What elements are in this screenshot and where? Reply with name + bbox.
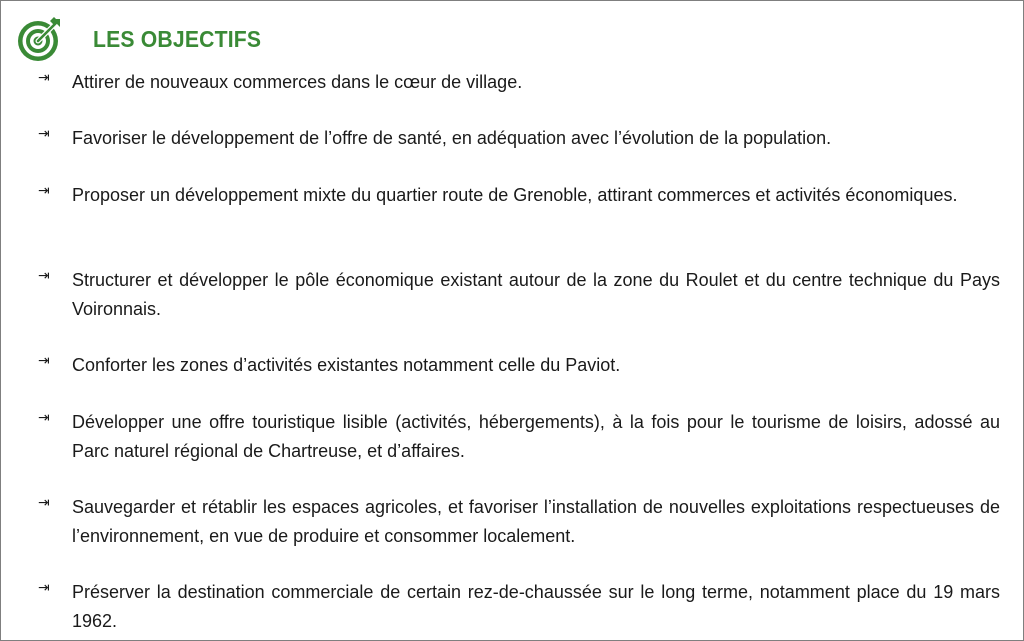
tab-arrow-icon: ⇥ xyxy=(38,495,50,511)
objective-text[interactable]: Développer une offre touristique lisible (activités, hébergements), à la fois pour le tourisme de loisirs, adossé au Parc naturel régional de Chartreuse, et d’affaires. xyxy=(72,412,1000,461)
page-title: LES OBJECTIFS xyxy=(93,25,262,52)
objective-text[interactable]: Favoriser le développement de l’offre de santé, en adéquation avec l’évolution de la population. xyxy=(72,128,832,148)
tab-arrow-icon: ⇥ xyxy=(38,268,50,284)
tab-arrow-icon: ⇥ xyxy=(38,70,50,86)
objective-text[interactable]: Proposer un développement mixte du quartier route de Grenoble, attirant commerces et activités économiques. xyxy=(72,185,958,205)
objective-text[interactable]: Sauvegarder et rétablir les espaces agricoles, et favoriser l’installation de nouvelles exploitations respectueuses de l’environnement, en vue de produire et consommer localement. xyxy=(72,497,1000,546)
tab-arrow-icon: ⇥ xyxy=(38,410,50,426)
tab-arrow-icon: ⇥ xyxy=(38,580,50,596)
tab-arrow-icon: ⇥ xyxy=(38,353,50,369)
target-icon xyxy=(16,15,64,63)
objective-text[interactable]: Structurer et développer le pôle économique existant autour de la zone du Roulet et du centre technique du Pays Voironnais. xyxy=(72,270,1000,319)
objective-text[interactable]: Conforter les zones d’activités existantes notamment celle du Paviot. xyxy=(72,355,621,375)
objective-text[interactable]: Préserver la destination commerciale de certain rez-de-chaussée sur le long terme, notamment place du 19 mars 1962. xyxy=(72,582,1000,631)
tab-arrow-icon: ⇥ xyxy=(38,183,50,199)
objective-text[interactable]: Attirer de nouveaux commerces dans le cœur de village. xyxy=(72,72,523,92)
section-header xyxy=(16,16,276,62)
tab-arrow-icon: ⇥ xyxy=(38,126,50,142)
